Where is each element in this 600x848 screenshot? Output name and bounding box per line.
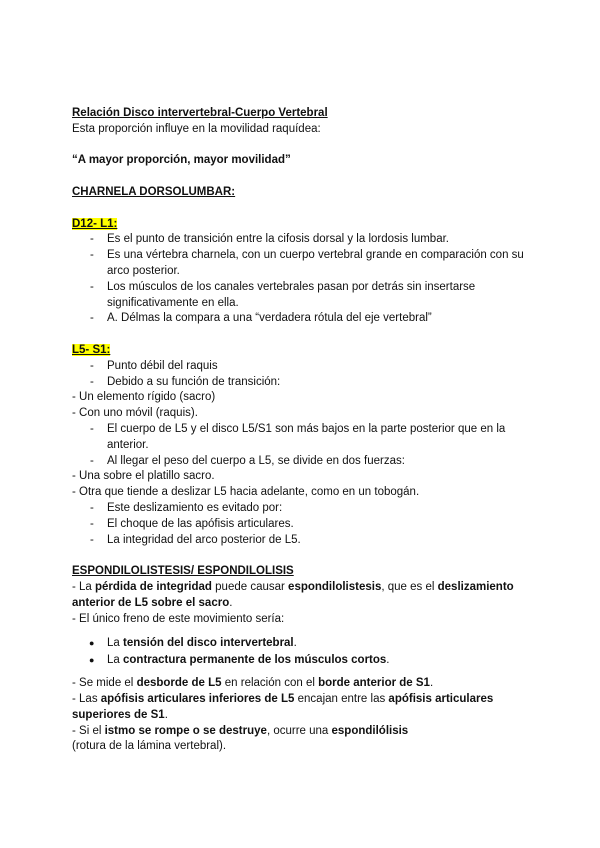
plain-line: - Una sobre el platillo sacro. (72, 470, 215, 483)
paragraph-apofisis: - Las apófisis articulares inferiores de L5 encajan entre las apófisis articulares superiores de S1. (72, 693, 494, 721)
list-item: - Es una vértebra charnela, con un cuerpo vertebral grande en comparación con su arco posterior. (72, 248, 532, 280)
quote-text: “A mayor proporción, mayor movilidad” (72, 154, 291, 167)
list-item: - Este deslizamiento es evitado por: (72, 501, 532, 517)
plain-line: - Con uno móvil (raquis). (72, 407, 198, 420)
l5-label: L5- S1: (72, 343, 111, 356)
d12-heading (72, 217, 532, 233)
list-item: - Punto débil del raquis (72, 359, 532, 375)
paragraph-desborde: - Se mide el desborde de L5 en relación con el borde anterior de S1. (72, 677, 434, 690)
plain-line: - Un elemento rígido (sacro) (72, 391, 216, 404)
paragraph-istmo: - Si el istmo se rompe o se destruye, ocurre una espondilólisis (72, 724, 409, 737)
plain-line: - Otra que tiende a deslizar L5 hacia adelante, como en un tobogán. (72, 486, 420, 499)
paragraph-freno: - El único freno de este movimiento sería: (72, 612, 285, 625)
list-item: - El choque de las apófisis articulares. (72, 517, 532, 533)
list-item: ● La tensión del disco intervertebral. (72, 635, 532, 652)
document-content (72, 106, 532, 755)
freno-list (72, 635, 532, 668)
section-title-espondilolistesis: ESPONDILOLISTESIS/ ESPONDILOLISIS (72, 565, 294, 578)
list-item: - A. Délmas la compara a una “verdadera rótula del eje vertebral” (72, 311, 532, 327)
list-item: - Debido a su función de transición: (72, 375, 532, 391)
paragraph-rotura: (rotura de la lámina vertebral). (72, 740, 227, 753)
list-item: - Es el punto de transición entre la cifosis dorsal y la lordosis lumbar. (72, 232, 532, 248)
list-item: - Al llegar el peso del cuerpo a L5, se divide en dos fuerzas: (72, 454, 532, 470)
list-item: ● La contractura permanente de los músculos cortos. (72, 652, 532, 669)
intro-text: Esta proporción influye en la movilidad raquídea: (72, 122, 321, 135)
d12-list (72, 232, 532, 327)
paragraph-perdida: - La pérdida de integridad puede causar espondilolistesis, que es el deslizamiento anterior de L5 sobre el sacro. (72, 580, 514, 609)
l5-heading (72, 343, 532, 359)
section-title-charnela: CHARNELA DORSOLUMBAR: (72, 185, 236, 198)
l5-list-b (72, 422, 532, 469)
list-item: - Los músculos de los canales vertebrales pasan por detrás sin insertarse significativamente en ella. (72, 280, 532, 312)
l5-list-c (72, 501, 532, 548)
list-item: - El cuerpo de L5 y el disco L5/S1 son más bajos en la parte posterior que en la anterior. (72, 422, 532, 454)
l5-list-a (72, 359, 532, 391)
list-item: - La integridad del arco posterior de L5. (72, 533, 532, 549)
d12-label: D12- L1: (72, 217, 118, 230)
section-title-disco: Relación Disco intervertebral-Cuerpo Vertebral (72, 107, 328, 119)
